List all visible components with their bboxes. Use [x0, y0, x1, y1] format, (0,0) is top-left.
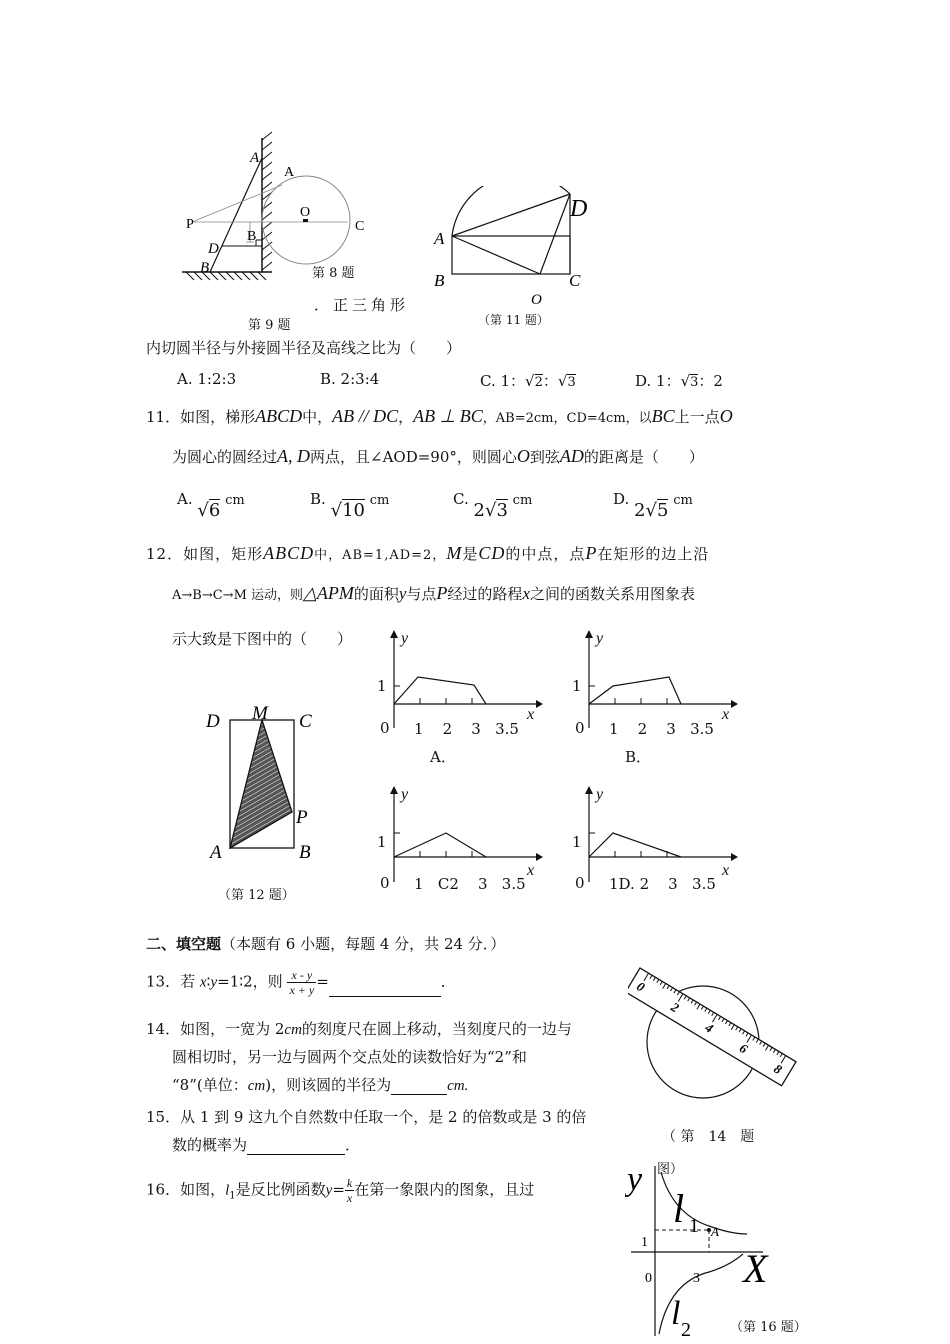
q10-c-r1: 2 — [534, 375, 543, 390]
graph-b — [563, 628, 738, 733]
q11-ad: A, D — [277, 446, 311, 466]
q11-option-b — [310, 488, 390, 521]
q11-number: 11．如图，梯形 — [146, 408, 256, 426]
section-2-title: 二、填空题 — [146, 935, 222, 953]
q16-line1 — [146, 1176, 534, 1205]
q13-a: 13．若 — [146, 972, 196, 991]
graph-d-origin: 0 — [575, 874, 585, 892]
q15-end: ． — [345, 1136, 361, 1154]
figure-14 — [628, 950, 818, 1110]
graph-a — [368, 628, 543, 733]
q12-c: 是 — [462, 545, 479, 563]
q10-c-r2: 3 — [567, 375, 576, 390]
graph-c-origin: 0 — [380, 874, 390, 892]
q14-l3a: “8”(单位： — [172, 1076, 248, 1094]
q16-fraction — [345, 1176, 354, 1205]
fig11-label-A: A — [434, 229, 445, 248]
q12-line2 — [172, 583, 695, 604]
ruler-tick-6: 6 — [737, 1040, 751, 1057]
q12-m: M — [446, 543, 463, 563]
graph-a-x-label: x — [527, 706, 535, 723]
q11-ab-parallel-dc: AB // DC — [332, 406, 399, 426]
graph-c-y-label: y — [401, 786, 409, 803]
q13-eq: = — [316, 972, 329, 991]
q11-option-d-coef: 2 — [634, 500, 646, 521]
q12-p2: P — [436, 583, 448, 603]
q12-apm: △APM — [303, 583, 354, 603]
sqrt-icon: √ — [330, 500, 343, 521]
q13-b: =1∶2，则 — [217, 972, 283, 991]
ruler-tick-4: 4 — [702, 1019, 717, 1036]
fig8-label-D: D — [208, 241, 219, 257]
q11-line2d: 的距离是（ ） — [583, 448, 704, 466]
q12-cd: CD — [478, 543, 506, 563]
q16-l: l — [225, 1182, 230, 1199]
q13 — [146, 968, 456, 997]
q14-l3b: )，则该圆的半径为 — [265, 1076, 392, 1094]
q16-a: 16．如图， — [146, 1180, 226, 1199]
q10-option-c — [480, 370, 576, 391]
q12-line2a: A→B→C→M 运动，则 — [172, 588, 304, 603]
q12-b: 中，AB=1,AD=2， — [314, 548, 447, 563]
fig8-label-A: A — [284, 165, 295, 180]
graph-d-one: 1 — [572, 833, 582, 851]
graph-c-ticks: 1 C2 3 3.5 — [414, 875, 526, 893]
q11-t3: ，AB=2cm，CD=4cm，以 — [482, 411, 652, 426]
fig14-caption-2: 图） — [657, 1162, 684, 1177]
fig12-caption: （第 12 题） — [218, 888, 295, 903]
q11-option-a — [177, 488, 245, 521]
q11-option-c-unit: cm — [512, 493, 533, 508]
q11-line2a: 为圆心的圆经过 — [172, 448, 278, 466]
sqrt-icon: √ — [680, 372, 691, 390]
q10-d-r1: 3 — [690, 375, 699, 390]
q11-t4: 上一点 — [674, 408, 720, 426]
figure-16 — [625, 1158, 795, 1340]
fig11-label-O: O — [531, 292, 542, 308]
q11-option-b-label: B. — [310, 490, 326, 508]
q11-option-c-radicand: 3 — [496, 500, 508, 521]
ruler-tick-8: 8 — [771, 1060, 785, 1078]
fig16-label-zero: 0 — [645, 1271, 652, 1286]
q16-sub: 1 — [229, 1190, 236, 1202]
fig16-label-one: 1 — [641, 1235, 648, 1250]
q11-t2: ， — [398, 408, 414, 426]
fig8-caption: 第 8 题 — [312, 266, 355, 281]
q10-d-tail: ：2 — [698, 372, 723, 390]
fragment-equilateral: ．正三角形 — [314, 296, 410, 314]
q12-y: y — [398, 584, 407, 603]
graph-b-y-label: y — [596, 630, 604, 647]
q12-line2d: 经过的路程 — [447, 585, 523, 603]
q11-line1 — [146, 406, 733, 427]
q11-ad2: AD — [559, 446, 584, 466]
rect-label-D: D — [206, 711, 220, 732]
graph-c-x-label: x — [527, 862, 535, 879]
graph-b-caption: B． — [625, 748, 652, 766]
fig16-label-three: 3 — [693, 1271, 700, 1286]
fig16-label-l2-sub: 2 — [681, 1319, 691, 1340]
sqrt-icon: √ — [645, 500, 657, 521]
fig16-label-x: X — [743, 1246, 768, 1291]
graph-d-x-label: x — [722, 862, 730, 879]
fig16-label-y: y — [627, 1161, 643, 1198]
fig11-caption: （第 11 题） — [478, 313, 549, 327]
rect-label-B: B — [299, 842, 311, 863]
graph-b-one: 1 — [572, 677, 582, 695]
graph-a-caption: A． — [430, 748, 456, 766]
q13-answer-blank[interactable] — [329, 980, 441, 997]
q10-option-a: A. 1:2:3 — [177, 370, 237, 388]
q12-x: x — [522, 584, 530, 603]
q12-abcd: ABCD — [263, 543, 315, 563]
q13-denominator: x + y — [289, 983, 315, 997]
q13-x: x — [199, 974, 207, 991]
q15-line2 — [172, 1134, 360, 1155]
fig16-label-l1-sub: 1 — [689, 1215, 699, 1237]
q14-line3 — [172, 1074, 468, 1095]
q11-line2b: 两点，且∠AOD=90°，则圆心 — [310, 448, 517, 466]
q13-end: ． — [440, 972, 456, 991]
q11-option-d — [613, 488, 693, 521]
ruler-tick-2: 2 — [668, 999, 682, 1016]
rect-label-A: A — [210, 842, 222, 863]
q14-line2: 圆相切时，另一边与圆两个交点处的读数恰好为“2”和 — [172, 1048, 527, 1066]
graph-a-one: 1 — [377, 677, 387, 695]
q14-cm: cm — [284, 1022, 302, 1038]
q11-line2c: 到弦 — [529, 448, 560, 466]
q11-bc: BC — [651, 406, 675, 426]
q14-line1 — [146, 1018, 572, 1039]
fig9-caption: 第 9 题 — [248, 318, 291, 333]
section-2-note: （本题有 6 小题，每题 4 分，共 24 分．） — [221, 935, 506, 953]
q12-line2c: 与点 — [406, 585, 437, 603]
fig16-label-A: A — [711, 1224, 719, 1239]
figure-8-9 — [170, 130, 410, 290]
q11-option-a-unit: cm — [225, 493, 245, 508]
fig16-caption: （第 16 题） — [730, 1320, 807, 1335]
graph-c-one: 1 — [377, 833, 387, 851]
sqrt-icon: √ — [525, 372, 535, 390]
q11-option-a-label: A. — [177, 490, 193, 508]
graph-b-ticks: 1 2 3 3.5 — [609, 720, 714, 738]
fig11-label-C: C — [569, 271, 581, 290]
q12-line1 — [146, 543, 709, 564]
q11-o: O — [719, 406, 733, 426]
fig8-label-C: C — [355, 219, 365, 234]
figure-11 — [428, 186, 598, 311]
q11-option-c — [453, 488, 533, 521]
q12-line2b: 的面积 — [353, 585, 399, 603]
q11-line2 — [172, 446, 704, 467]
graph-d — [563, 784, 738, 889]
rect-label-P: P — [296, 807, 308, 828]
q12-a: 12．如图，矩形 — [146, 545, 264, 563]
q13-colon: ∶ — [206, 972, 211, 991]
q12-line2e: 之间的函数关系用图象表 — [529, 585, 695, 603]
q10-option-c-label: C. 1： — [480, 372, 526, 390]
q16-numerator: k — [346, 1176, 353, 1190]
sqrt-icon: √ — [197, 500, 209, 521]
graph-a-y-label: y — [401, 630, 409, 647]
q11-option-c-label: C. — [453, 490, 469, 508]
q11-option-d-radicand: 5 — [656, 500, 669, 521]
fig16-label-l1: l — [673, 1186, 685, 1231]
q12-p: P — [585, 543, 598, 563]
sqrt-icon: √ — [484, 500, 497, 521]
graph-b-origin: 0 — [575, 719, 585, 737]
q10-option-d-label: D. 1： — [635, 372, 681, 390]
q14-l1a: 14．如图，一宽为 2 — [146, 1020, 285, 1038]
q14-answer-blank[interactable] — [391, 1078, 447, 1095]
q11-ab-perp-bc: AB ⊥ BC — [413, 406, 483, 426]
q16-b: 是反比例函数 — [235, 1180, 326, 1199]
fig14-caption: （ 第 14 题 — [662, 1129, 755, 1145]
sqrt-icon: √ — [557, 372, 568, 390]
q11-abcd: ABCD — [255, 406, 303, 426]
q14-cm2: cm — [247, 1078, 266, 1094]
q11-option-b-radicand: 10 — [342, 500, 365, 521]
section-2-heading — [146, 933, 505, 954]
q13-numerator: x - y — [287, 968, 316, 983]
figure-12-rectangle — [200, 700, 330, 865]
q12-e: 在矩形的边上沿 — [597, 545, 710, 563]
q11-option-d-label: D. — [613, 490, 630, 508]
graph-d-ticks: 1D. 2 3 3.5 — [609, 875, 716, 893]
q11-option-d-unit: cm — [673, 493, 693, 508]
fig8-label-O: O — [300, 205, 311, 220]
fig8-label-P: P — [186, 217, 194, 232]
q11-option-a-radicand: 6 — [208, 500, 221, 521]
q10-c-sep: ： — [542, 372, 558, 390]
q13-fraction — [287, 968, 316, 997]
graph-a-origin: 0 — [380, 719, 390, 737]
graph-a-ticks: 1 2 3 3.5 — [414, 720, 519, 738]
graph-b-x-label: x — [722, 706, 730, 723]
q10-option-d — [635, 370, 723, 391]
q12-line3: 示大致是下图中的（ ） — [172, 630, 353, 648]
rect-label-C: C — [299, 711, 312, 732]
q15-l2: 数的概率为 — [172, 1136, 248, 1154]
q10-option-b: B. 2:3:4 — [320, 370, 380, 388]
fig8-label-B2: B — [200, 260, 210, 276]
q12-d: 的中点，点 — [505, 545, 586, 563]
graph-d-y-label: y — [596, 786, 604, 803]
fig11-label-B: B — [434, 271, 445, 290]
q16-eq: = — [332, 1180, 345, 1199]
q11-t1: 中， — [302, 408, 333, 426]
fig8-label-A-outer: A — [250, 150, 260, 166]
q15-line1: 15．从 1 到 9 这九个自然数中任取一个，是 2 的倍数或是 3 的倍 — [146, 1108, 587, 1126]
q16-c: 在第一象限内的图象，且过 — [354, 1180, 535, 1199]
q14-l1b: 的刻度尺在圆上移动，当刻度尺的一边与 — [301, 1020, 572, 1038]
fig8-label-B: B — [247, 229, 257, 244]
q16-y: y — [325, 1182, 333, 1199]
ruler-tick-0: 0 — [634, 978, 648, 995]
q10-text: 内切圆半径与外接圆半径及高线之比为（ ） — [146, 339, 462, 357]
q14-cm3: cm. — [447, 1078, 469, 1094]
fig16-label-l2: l — [671, 1295, 681, 1332]
q11-option-c-coef: 2 — [473, 500, 485, 521]
q13-y: y — [210, 974, 218, 991]
q15-answer-blank[interactable] — [247, 1138, 345, 1155]
q11-option-b-unit: cm — [369, 493, 390, 508]
fig11-label-D: D — [570, 196, 588, 222]
q16-denominator: x — [346, 1191, 353, 1205]
q11-o2: O — [516, 446, 530, 466]
graph-c — [368, 784, 543, 889]
rect-label-M: M — [252, 703, 268, 724]
